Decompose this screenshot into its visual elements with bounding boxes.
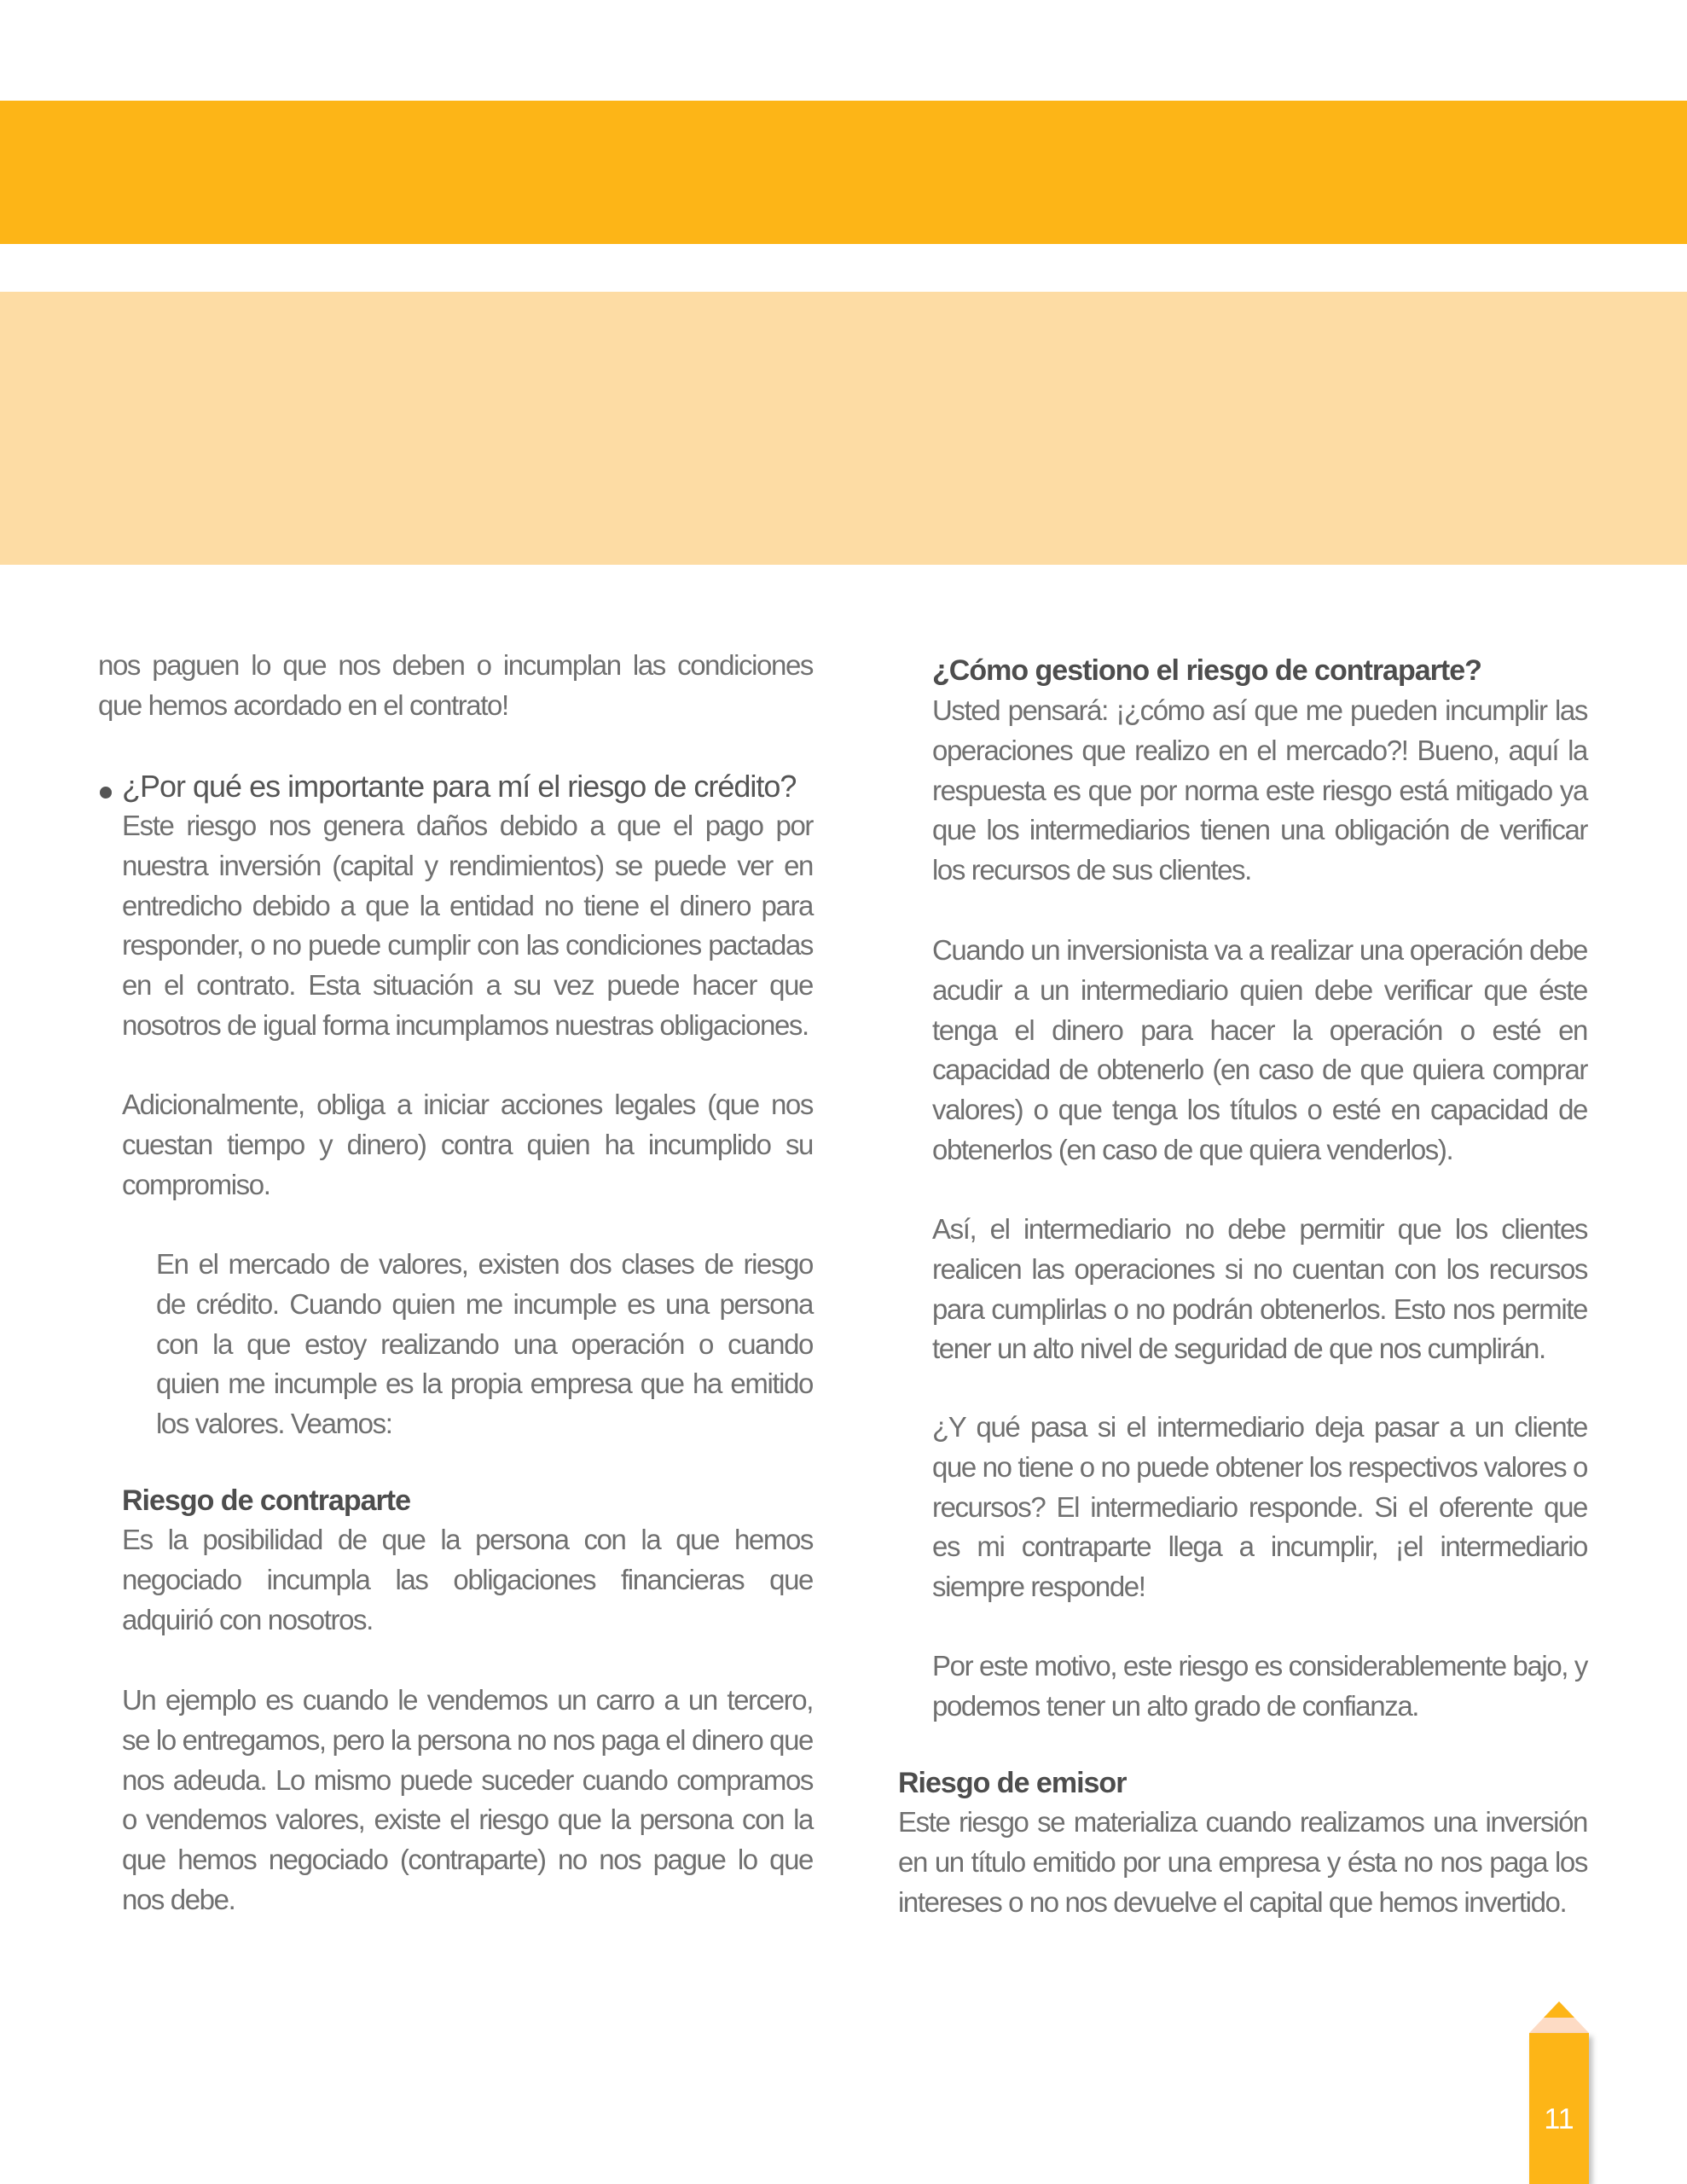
question-heading: ¿Por qué es importante para mí el riesgo de crédito? [122,769,797,804]
header-band [0,101,1687,244]
pencil-body [1529,2033,1589,2184]
counterparty-definition: Es la posibilidad de que la persona con la que hemos negociado incumpla las obligaciones financieras que adquirió con nosotros. [122,1524,813,1635]
credit-risk-paragraph: Este riesgo nos genera daños debido a que el pago por nuestra inversión (capital y rendimientos) se puede ver en entredicho debido a que la entidad no tiene el dinero para responder, o no puede cumplir con las condiciones pactadas en el contrato. Esta situación a su vez puede hacer que nosotros de igual forma incumplamos nuestras obligaciones. [122,810,813,1041]
counterparty-heading: Riesgo de contraparte [122,1484,410,1517]
pencil-page-marker [1529,2001,1589,2184]
issuer-heading: Riesgo de emisor [898,1767,1127,1799]
issuer-paragraph: Este riesgo se materializa cuando realizamos una inversión en un título emitido por una empresa y ésta no nos paga los intereses o no nos devuelve el capital que hemos invertido. [898,1806,1587,1918]
header-light-band [0,292,1687,565]
bullet-icon [100,787,112,799]
question-paragraph: ¿Y qué pasa si el intermediario deja pasar a un cliente que no tiene o no puede obtener los respectivos valores o recursos? El intermediario responde. Si el oferente que es mi contraparte llega a incumplir, ¡el intermediario siempre responde! [932,1411,1587,1603]
credit-classes-paragraph: En el mercado de valores, existen dos clases de riesgo de crédito. Cuando quien me incumple es una persona con la que estoy realizando una operación o cuando quien me incumple es la propia empresa que ha emitido los valores. Veamos: [156,1248,813,1440]
management-heading: ¿Cómo gestiono el riesgo de contraparte? [932,654,1481,687]
legal-actions-paragraph: Adicionalmente, obliga a iniciar acciones legales (que nos cuestan tiempo y dinero) contra quien ha incumplido su compromiso. [122,1089,813,1200]
investor-paragraph: Cuando un inversionista va a realizar una operación debe acudir a un intermediario quien debe verificar que éste tenga el dinero para hacer la operación o esté en capacidad de obtenerlo (en caso de que quiera comprar valores) o que tenga los títulos o esté en capacidad de obtenerlos (en caso de que quiera venderlos). [932,934,1587,1165]
intermediary-paragraph: Así, el intermediario no debe permitir que los clientes realicen las operaciones si no cuentan con los recursos para cumplirlas o no podrán obtenerlos. Esto nos permite tener un alto nivel de seguridad de que nos cumplirán. [932,1213,1587,1365]
counterparty-example: Un ejemplo es cuando le vendemos un carro a un tercero, se lo entregamos, pero la persona no nos paga el dinero que nos adeuda. Lo mismo puede suceder cuando compramos o vendemos valores, existe el riesgo que la persona con la que hemos negociado (contraparte) no nos pague lo que nos debe. [122,1684,813,1915]
confidence-paragraph: Por este motivo, este riesgo es considerablemente bajo, y podemos tener un alto grado de confianza. [932,1650,1587,1722]
intro-paragraph: nos paguen lo que nos deben o incumplan las condiciones que hemos acordado en el contrato! [98,649,813,721]
management-paragraph: Usted pensará: ¡¿cómo así que me pueden incumplir las operaciones que realizo en el mercado?! Bueno, aquí la respuesta es que por norma este riesgo está mitigado ya que los intermediarios tienen una obligación de verificar los recursos de sus clientes. [932,694,1587,886]
pencil-lead-icon [1544,2001,1574,2018]
page-number: 11 [1544,2103,1574,2135]
